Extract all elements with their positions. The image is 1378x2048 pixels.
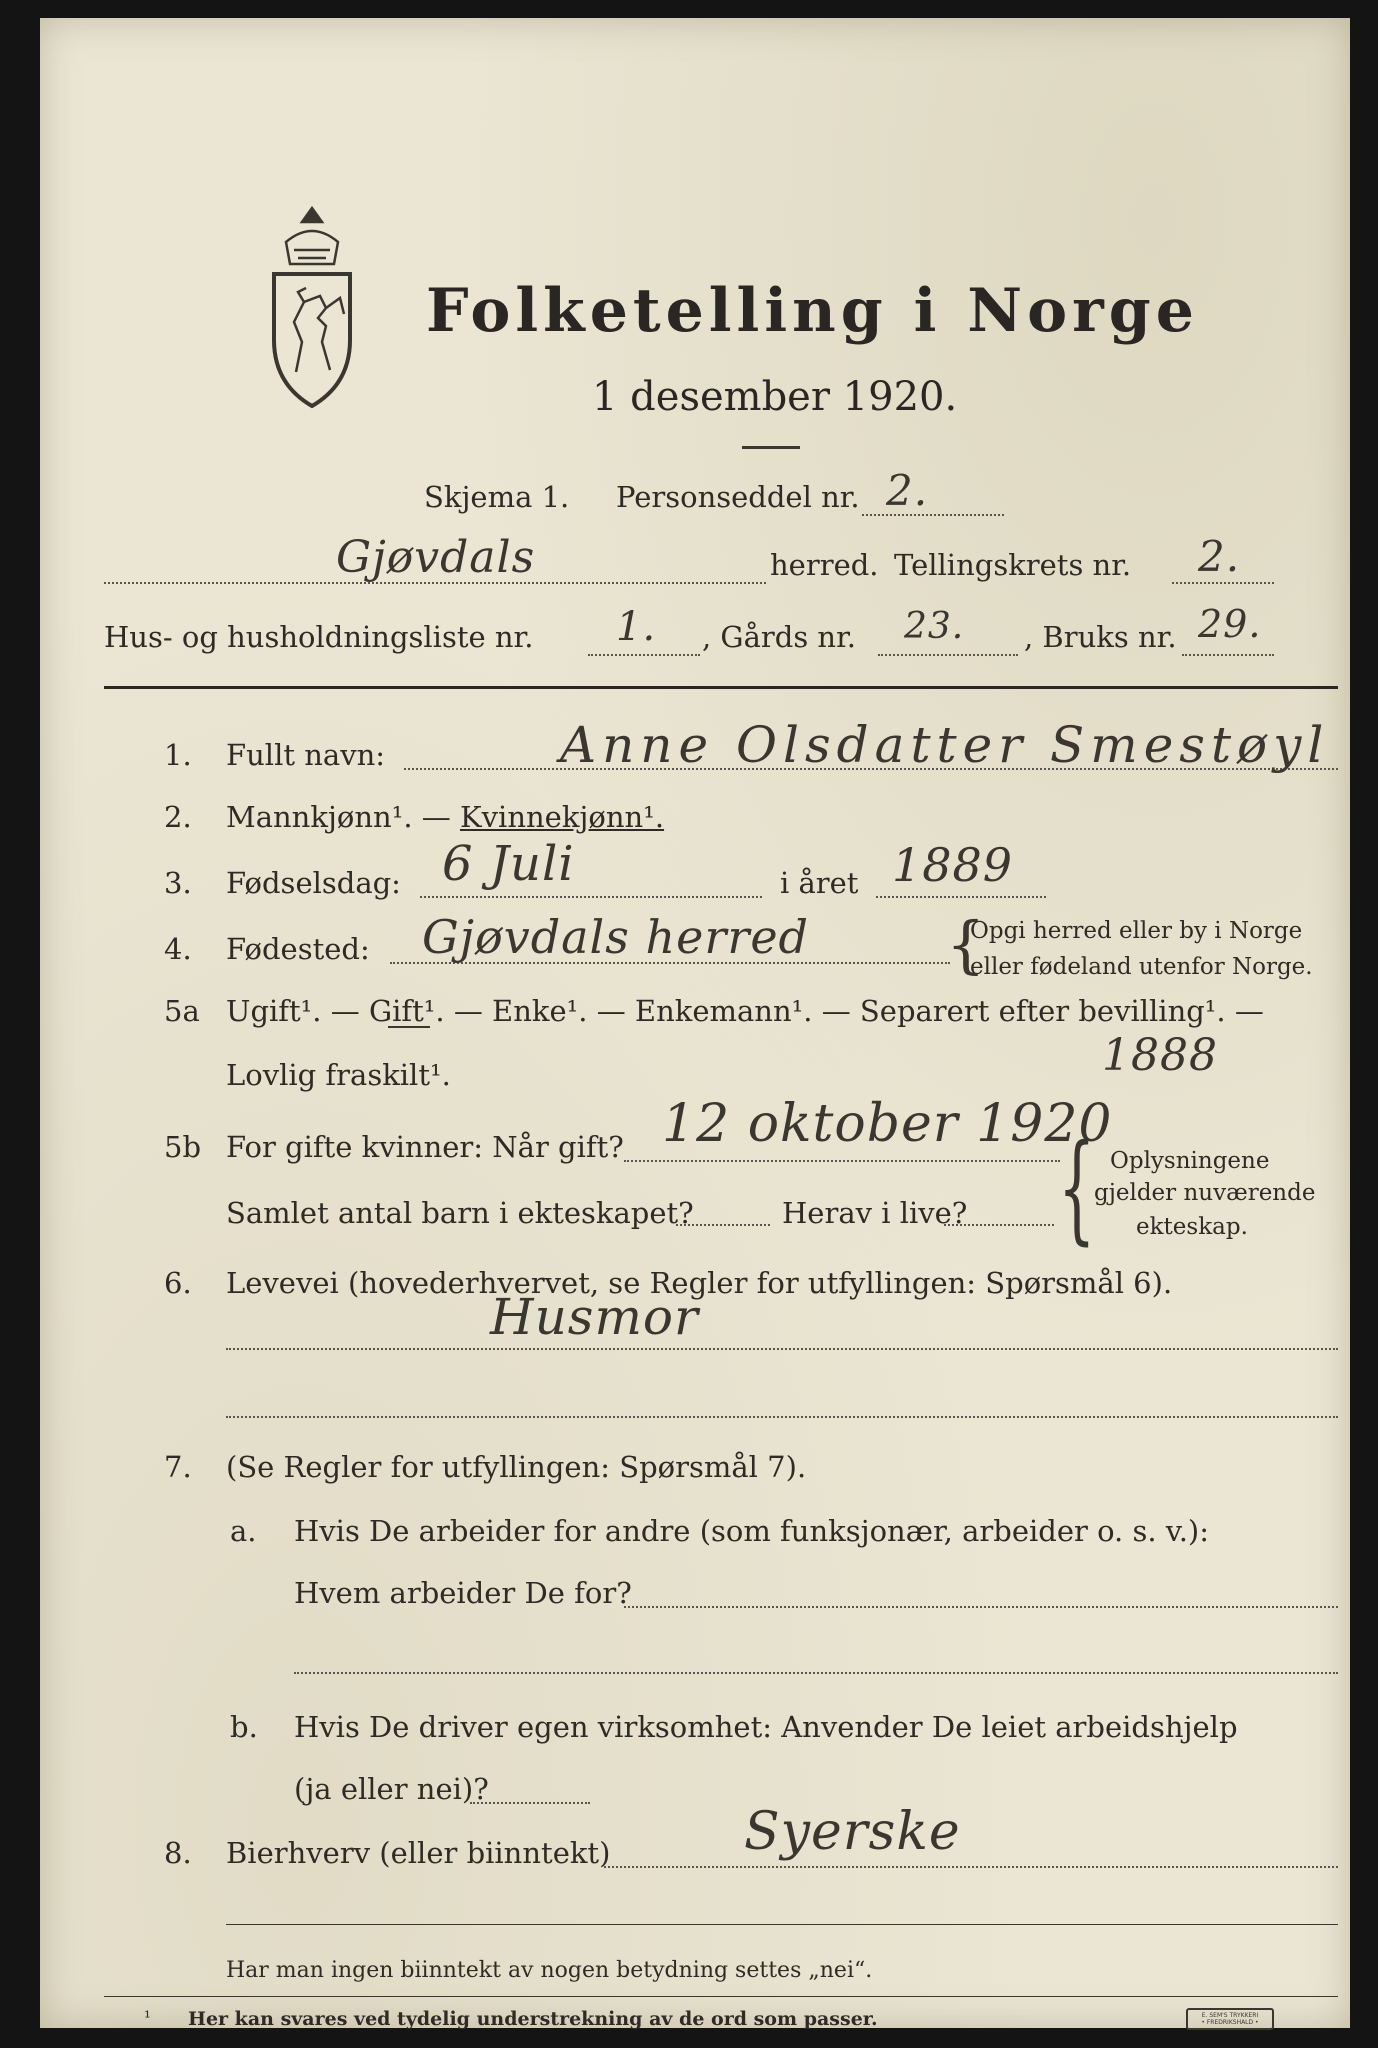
q6-occupation-value[interactable]: Husmor xyxy=(490,1288,699,1346)
q5b-field-line xyxy=(624,1160,1060,1162)
q7a-text: Hvis De arbeider for andre (som funksjonær, arbeider o. s. v.): xyxy=(294,1514,1210,1548)
q4-birthplace-value[interactable]: Gjøvdals herred xyxy=(422,910,809,964)
q5b-alive-field-line xyxy=(944,1224,1054,1226)
q7b-text: Hvis De driver egen virksomhet: Anvender De leiet arbeidshjelp xyxy=(294,1710,1238,1744)
q5a-gift-underline xyxy=(388,1026,430,1028)
q6-field-line-1 xyxy=(226,1348,1338,1350)
q8-number: 8. xyxy=(164,1836,192,1870)
q7a-field-line-1[interactable] xyxy=(624,1606,1338,1608)
q3-year-value[interactable]: 1889 xyxy=(892,838,1014,892)
bruks-value[interactable]: 29. xyxy=(1198,602,1262,646)
q1-label: Fullt navn: xyxy=(226,738,386,772)
q8-label: Bierhverv (eller biinntekt) xyxy=(226,1836,611,1870)
q4-brace: { xyxy=(946,908,986,981)
household-list-label: Hus- og husholdningsliste nr. xyxy=(104,620,534,654)
q2-mann-label: Mannkjønn¹. xyxy=(226,800,413,834)
gards-value[interactable]: 23. xyxy=(904,606,965,647)
norwegian-coat-of-arms-icon xyxy=(264,202,360,412)
q3-year-label: i året xyxy=(780,866,859,900)
personseddel-field-line xyxy=(862,514,1004,516)
census-form xyxy=(40,18,1350,2028)
bruks-field-line xyxy=(1182,654,1274,656)
tellingskrets-label: Tellingskrets nr. xyxy=(894,548,1132,582)
q6-number: 6. xyxy=(164,1266,192,1300)
q7b-field-line[interactable] xyxy=(470,1802,590,1804)
q2-number: 2. xyxy=(164,800,192,834)
q5b-number: 5b xyxy=(164,1130,202,1164)
census-date: 1 desember 1920. xyxy=(592,374,958,420)
q3-birthday-value[interactable]: 6 Juli xyxy=(442,836,575,892)
q4-note-line1: Opgi herred eller by i Norge xyxy=(970,918,1303,944)
personseddel-value[interactable]: 2. xyxy=(886,466,929,515)
printer-line1: E. SEM'S TRYKKERI xyxy=(1201,2012,1259,2019)
q7a-question: Hvem arbeider De for? xyxy=(294,1576,632,1610)
footnote-mark: ¹ xyxy=(144,2008,151,2028)
q1-number: 1. xyxy=(164,738,192,772)
household-list-field-line xyxy=(588,654,700,656)
q2-kvinne-label[interactable]: Kvinnekjønn¹. xyxy=(460,800,665,834)
q7a-field-line-2 xyxy=(294,1672,1338,1674)
q4-label: Fødested: xyxy=(226,932,370,966)
q3-label: Fødselsdag: xyxy=(226,866,401,900)
q3-number: 3. xyxy=(164,866,192,900)
q8-field-line xyxy=(604,1866,1338,1868)
bruks-label: , Bruks nr. xyxy=(1024,620,1177,654)
q4-note-line2: eller fødeland utenfor Norge. xyxy=(970,954,1313,980)
tellingskrets-value[interactable]: 2. xyxy=(1198,532,1241,581)
printer-line2: • FREDRIKSHALD • xyxy=(1201,2019,1259,2026)
gards-label: , Gårds nr. xyxy=(702,620,856,654)
q3-year-field-line xyxy=(876,896,1046,898)
personseddel-label: Personseddel nr. xyxy=(616,480,860,514)
q6-label: Levevei (hovederhvervet, se Regler for utfyllingen: Spørsmål 6). xyxy=(226,1266,1173,1300)
title-divider xyxy=(742,446,800,449)
herred-label: herred. xyxy=(770,548,879,582)
q5b-children-label: Samlet antal barn i ekteskapet? xyxy=(226,1196,694,1230)
q5b-children-field-line xyxy=(676,1224,770,1226)
tellingskrets-field-line xyxy=(1172,582,1274,584)
header-rule xyxy=(104,686,1338,689)
q2-separator: — xyxy=(412,800,460,834)
footer-rule xyxy=(104,1996,1338,1997)
q7-number: 7. xyxy=(164,1450,192,1484)
q8-side-income-value[interactable]: Syerske xyxy=(744,1802,961,1862)
skjema-label: Skjema 1. xyxy=(424,480,570,514)
footer-note: Har man ingen biinntekt av nogen betydning settes „nei“. xyxy=(226,1958,873,1983)
gards-field-line xyxy=(878,654,1018,656)
q5b-brace: { xyxy=(1058,1118,1096,1256)
footnote-text: Her kan svares ved tydelig understrekning av de ord som passer. xyxy=(188,2008,878,2030)
q7b-letter: b. xyxy=(230,1710,258,1744)
q5b-married-date-value[interactable]: 12 oktober 1920 xyxy=(662,1094,1113,1154)
q1-full-name-value[interactable]: Anne Olsdatter Smestøyl xyxy=(560,716,1330,774)
household-list-value[interactable]: 1. xyxy=(616,604,657,650)
q5b-note-line1: Oplysningene xyxy=(1110,1148,1270,1174)
q5b-note-line2: gjelder nuværende xyxy=(1094,1180,1316,1206)
q5b-label: For gifte kvinner: Når gift? xyxy=(226,1130,624,1164)
q5b-note-line3: ekteskap. xyxy=(1136,1214,1248,1240)
printer-stamp xyxy=(1186,2008,1274,2030)
q5a-fraskilt-option[interactable]: Lovlig fraskilt¹. xyxy=(226,1058,451,1092)
q5a-marital-options[interactable]: Ugift¹. — Gift¹. — Enke¹. — Enkemann¹. — Separert efter bevilling¹. — xyxy=(226,994,1264,1028)
q5a-extra-value[interactable]: 1888 xyxy=(1102,1030,1218,1081)
q5b-alive-label: Herav i live? xyxy=(782,1196,968,1230)
q7a-letter: a. xyxy=(230,1514,257,1548)
q2-mann-option[interactable] xyxy=(226,800,664,834)
q3-day-field-line xyxy=(420,896,762,898)
q5a-number: 5a xyxy=(164,994,200,1028)
q7b-question: (ja eller nei)? xyxy=(294,1772,489,1806)
q6-field-line-2 xyxy=(226,1416,1338,1418)
q4-number: 4. xyxy=(164,932,192,966)
herred-name-value[interactable]: Gjøvdals xyxy=(336,532,536,583)
form-title: Folketelling i Norge xyxy=(426,276,1199,346)
q7-label: (Se Regler for utfyllingen: Spørsmål 7). xyxy=(226,1450,807,1484)
q8-bottom-line xyxy=(226,1924,1338,1925)
